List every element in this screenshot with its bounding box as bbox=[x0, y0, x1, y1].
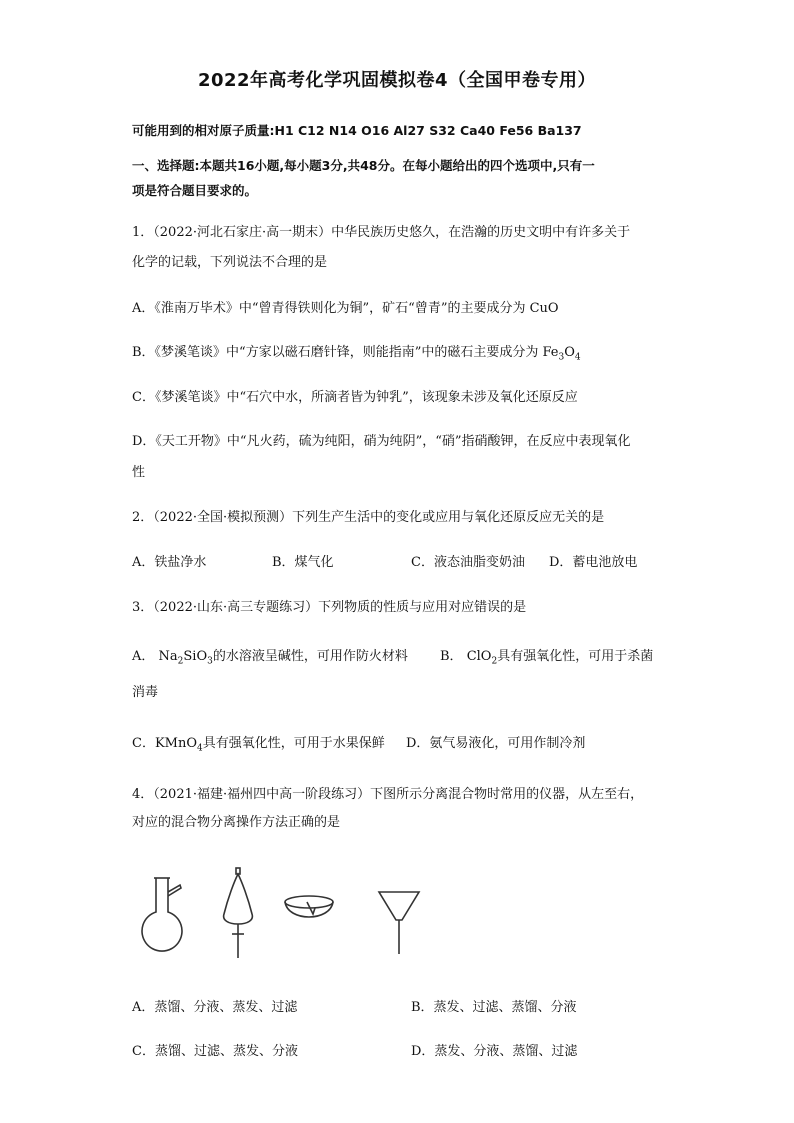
q1-option-a: A．《淮南万毕术》中“曾青得铁则化为铜”，矿石“曾青”的主要成分为 CuO bbox=[132, 301, 559, 316]
q4-option-d: D．蒸发、分液、蒸馏、过滤 bbox=[411, 1044, 578, 1059]
q3-option-a-label: A． bbox=[132, 649, 155, 664]
q2-option-c: C．液态油脂变奶油 bbox=[411, 555, 525, 570]
distillation-flask-icon bbox=[142, 878, 182, 951]
q1-option-b bbox=[132, 341, 581, 363]
evaporating-dish-icon bbox=[285, 896, 333, 917]
q3-option-d: D．氨气易液化，可用作制冷剂 bbox=[406, 736, 586, 751]
q1-stem-line2: 化学的记载，下列说法不合理的是 bbox=[132, 255, 328, 270]
q2-option-b: B．煤气化 bbox=[272, 555, 334, 570]
q1-option-b-sub2: 4 bbox=[574, 352, 581, 363]
q3-option-c-text: 具有强氧化性，可用于水果保鲜 bbox=[202, 736, 385, 751]
q3-option-b-text: 具有强氧化性，可用于杀菌 bbox=[497, 649, 654, 664]
q1-option-b-text: B．《梦溪笔谈》中“方家以磁石磨针锋，则能指南”中的磁石主要成分为 Fe bbox=[132, 345, 559, 360]
lab-apparatus-figure bbox=[132, 858, 422, 966]
q3-option-a-text: 的水溶液呈碱性，可用作防火材料 bbox=[212, 649, 408, 664]
q2-option-d: D．蓄电池放电 bbox=[549, 555, 638, 570]
q3-option-b-line2: 消毒 bbox=[132, 685, 159, 700]
q3-stem: 3．（2022·山东·高三专题练习）下列物质的性质与应用对应错误的是 bbox=[132, 600, 527, 615]
q3-option-a-formula: $Na_2SiO_3$ bbox=[158, 649, 213, 667]
q3-option-b-label: B． bbox=[440, 649, 463, 664]
q3-option-c-formula: KMnO$_4$ bbox=[154, 736, 203, 754]
q1-option-d-line1: D．《天工开物》中“凡火药，硫为纯阳，硝为纯阴”，“硝”指硝酸钾，在反应中表现氧化 bbox=[132, 434, 631, 449]
q4-option-a: A．蒸馏、分液、蒸发、过滤 bbox=[132, 1000, 298, 1015]
q1-option-b-sub1: 3 bbox=[558, 352, 565, 363]
page-title: 2022年高考化学巩固模拟卷4（全国甲卷专用） bbox=[197, 70, 597, 91]
q1-option-c: C．《梦溪笔谈》中“石穴中水，所滴者皆为钟乳”，该现象未涉及氧化还原反应 bbox=[132, 390, 578, 405]
q3-option-b bbox=[440, 645, 653, 667]
q3-option-c-label: C． bbox=[132, 736, 155, 751]
atomic-mass-line: 可能用到的相对原子质量:H1 C12 N14 O16 Al27 S32 Ca40 Fe56 Ba137 bbox=[132, 123, 582, 138]
q4-option-b: B．蒸发、过滤、蒸馏、分液 bbox=[411, 1000, 577, 1015]
q1-option-b-o: O bbox=[564, 345, 575, 360]
filter-funnel-icon bbox=[379, 892, 419, 954]
q4-stem-line2: 对应的混合物分离操作方法正确的是 bbox=[132, 815, 341, 830]
section-instructions-line2: 项是符合题目要求的。 bbox=[132, 183, 258, 198]
q1-option-d-line2: 性 bbox=[132, 465, 146, 480]
q2-stem: 2．（2022·全国·模拟预测）下列生产生活中的变化或应用与氧化还原反应无关的是 bbox=[132, 510, 605, 525]
section-instructions-line1: 一、选择题:本题共16小题,每小题3分,共48分。在每小题给出的四个选项中,只有一 bbox=[132, 158, 595, 173]
q3-option-c bbox=[132, 732, 385, 754]
separatory-funnel-icon bbox=[224, 868, 253, 958]
q2-option-a: A．铁盐净水 bbox=[132, 555, 207, 570]
q4-option-c: C．蒸馏、过滤、蒸发、分液 bbox=[132, 1044, 298, 1059]
q3-option-b-formula: ClO$_2$ bbox=[466, 649, 498, 667]
q4-stem-line1: 4．（2021·福建·福州四中高一阶段练习）下图所示分离混合物时常用的仪器，从左至右， bbox=[132, 787, 644, 802]
q1-stem-line1: 1．（2022·河北石家庄·高一期末）中华民族历史悠久，在浩瀚的历史文明中有许多关于 bbox=[132, 225, 631, 240]
q3-option-a bbox=[132, 645, 408, 667]
